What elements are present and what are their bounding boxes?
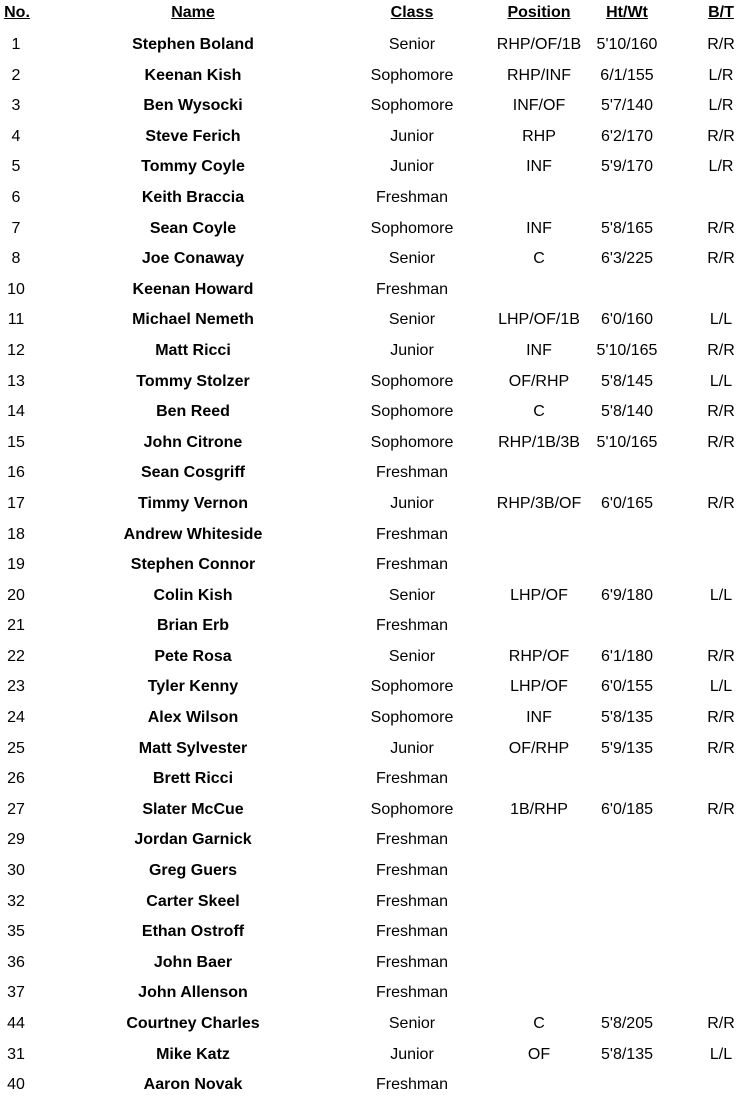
- player-number: 11: [7, 311, 25, 329]
- table-row: [0, 520, 744, 551]
- player-name: Keenan Howard: [132, 280, 254, 298]
- player-name: Michael Nemeth: [132, 311, 254, 329]
- table-row: [0, 305, 744, 336]
- player-htwt: 6'2/170: [601, 127, 653, 145]
- player-position: INF/OF: [512, 97, 566, 115]
- player-number: 12: [7, 341, 25, 359]
- player-class: Freshman: [375, 892, 449, 910]
- player-number: 10: [7, 280, 25, 298]
- player-name: Ben Reed: [156, 403, 230, 421]
- player-htwt: 5'8/165: [601, 219, 653, 237]
- player-number: 30: [7, 862, 25, 880]
- table-row: [0, 978, 744, 1009]
- table-row: [0, 152, 744, 183]
- player-number: 35: [7, 923, 25, 941]
- player-position: LHP/OF/1B: [498, 311, 580, 329]
- player-class: Senior: [388, 586, 436, 604]
- player-class: Junior: [390, 341, 434, 359]
- header-name: Name: [171, 4, 215, 21]
- player-class: Junior: [390, 127, 434, 145]
- player-name: Pete Rosa: [154, 647, 232, 665]
- player-name: Colin Kish: [153, 586, 233, 604]
- table-row: [0, 183, 744, 214]
- player-class: Sophomore: [370, 709, 454, 727]
- player-class: Sophomore: [370, 678, 454, 696]
- player-bt: L/L: [709, 1045, 733, 1063]
- player-position: RHP/INF: [507, 66, 571, 84]
- player-class: Sophomore: [370, 66, 454, 84]
- player-htwt: 5'10/165: [596, 433, 658, 451]
- player-htwt: 5'8/140: [601, 403, 653, 421]
- player-class: Sophomore: [370, 433, 454, 451]
- player-bt: R/R: [707, 433, 735, 451]
- table-row: [0, 275, 744, 306]
- header-htwt: Ht/Wt: [606, 4, 648, 21]
- player-name: Stephen Connor: [130, 556, 256, 574]
- player-bt: R/R: [707, 800, 735, 818]
- player-name: John Allenson: [138, 984, 248, 1002]
- header-bt: B/T: [708, 4, 734, 21]
- player-name: Mike Katz: [156, 1045, 230, 1063]
- player-name: Carter Skeel: [146, 892, 240, 910]
- player-name: Tommy Coyle: [141, 158, 245, 176]
- player-class: Sophomore: [370, 800, 454, 818]
- player-htwt: 6'3/225: [601, 250, 653, 268]
- player-name: Joe Conaway: [141, 250, 245, 268]
- table-row: [0, 887, 744, 918]
- player-htwt: 6'0/165: [601, 494, 653, 512]
- table-row: [0, 61, 744, 92]
- player-class: Sophomore: [370, 97, 454, 115]
- player-number: 21: [7, 617, 25, 635]
- player-name: Timmy Vernon: [138, 494, 248, 512]
- header-row: [0, 0, 744, 30]
- player-bt: L/R: [708, 97, 734, 115]
- player-number: 32: [7, 892, 25, 910]
- table-row: [0, 550, 744, 581]
- player-number: 44: [7, 1015, 25, 1032]
- player-bt: R/R: [707, 250, 735, 268]
- table-row: [0, 122, 744, 153]
- table-row: [0, 1070, 744, 1101]
- player-htwt: 6'0/155: [601, 678, 653, 696]
- table-row: [0, 734, 744, 765]
- player-bt: R/R: [707, 127, 735, 145]
- table-row: [0, 367, 744, 398]
- player-class: Freshman: [375, 280, 449, 298]
- player-bt: L/L: [709, 678, 733, 696]
- table-row: [0, 611, 744, 642]
- player-position: INF: [526, 158, 552, 176]
- player-number: 2: [11, 66, 21, 84]
- player-number: 26: [7, 770, 25, 788]
- player-name: John Baer: [153, 953, 233, 971]
- player-name: Brian Erb: [156, 617, 229, 635]
- player-bt: R/R: [707, 647, 735, 665]
- player-name: Andrew Whiteside: [123, 525, 263, 543]
- player-name: Tommy Stolzer: [136, 372, 250, 390]
- player-name: Keith Braccia: [141, 188, 245, 206]
- player-name: Brett Ricci: [152, 770, 234, 788]
- player-number: 29: [7, 831, 25, 849]
- player-bt: L/R: [708, 66, 734, 84]
- player-name: Courtney Charles: [126, 1015, 260, 1032]
- player-htwt: 5'8/205: [601, 1015, 653, 1032]
- player-name: Sean Cosgriff: [140, 464, 245, 482]
- player-class: Senior: [388, 311, 436, 329]
- player-number: 20: [7, 586, 25, 604]
- table-row: [0, 489, 744, 520]
- player-position: RHP/OF: [508, 647, 570, 665]
- player-number: 7: [11, 219, 21, 237]
- player-number: 36: [7, 953, 25, 971]
- player-name: Ben Wysocki: [143, 97, 243, 115]
- player-position: RHP/OF/1B: [496, 36, 582, 53]
- player-number: 5: [11, 158, 21, 176]
- table-row: [0, 581, 744, 612]
- player-class: Freshman: [375, 525, 449, 543]
- player-name: Slater McCue: [142, 800, 244, 818]
- player-name: John Citrone: [143, 433, 243, 451]
- player-number: 25: [7, 739, 25, 757]
- player-name: Aaron Novak: [143, 1076, 243, 1094]
- player-bt: R/R: [707, 403, 735, 421]
- player-htwt: 6/1/155: [600, 66, 654, 84]
- player-bt: L/L: [709, 311, 733, 329]
- player-position: 1B/RHP: [510, 800, 568, 818]
- player-class: Junior: [390, 739, 434, 757]
- player-position: OF: [527, 1045, 551, 1063]
- player-class: Freshman: [375, 1076, 449, 1094]
- player-class: Freshman: [375, 770, 449, 788]
- table-row: [0, 948, 744, 979]
- table-row: [0, 458, 744, 489]
- player-class: Junior: [390, 1045, 434, 1063]
- player-number: 40: [7, 1076, 25, 1094]
- table-row: [0, 856, 744, 887]
- player-bt: R/R: [707, 494, 735, 512]
- player-htwt: 5'10/160: [596, 36, 658, 53]
- player-position: RHP: [522, 127, 556, 145]
- player-htwt: 6'1/180: [601, 647, 653, 665]
- player-position: RHP/3B/OF: [496, 494, 582, 512]
- player-number: 18: [7, 525, 25, 543]
- player-position: INF: [526, 341, 552, 359]
- player-position: INF: [526, 219, 552, 237]
- player-class: Senior: [388, 647, 436, 665]
- player-name: Matt Ricci: [155, 341, 231, 359]
- player-position: C: [533, 1015, 545, 1032]
- player-position: OF/RHP: [508, 739, 570, 757]
- player-position: RHP/1B/3B: [498, 433, 580, 451]
- player-number: 27: [7, 800, 25, 818]
- player-class: Senior: [388, 36, 436, 53]
- player-name: Stephen Boland: [132, 36, 254, 53]
- player-number: 37: [7, 984, 25, 1002]
- player-number: 31: [7, 1045, 25, 1063]
- player-class: Junior: [390, 158, 434, 176]
- player-position: INF: [526, 709, 552, 727]
- player-class: Freshman: [375, 953, 449, 971]
- player-number: 13: [7, 372, 25, 390]
- player-bt: R/R: [707, 739, 735, 757]
- player-number: 6: [11, 188, 21, 206]
- player-htwt: 5'8/135: [601, 709, 653, 727]
- table-row: [0, 917, 744, 948]
- table-row: [0, 336, 744, 367]
- player-number: 4: [11, 127, 21, 145]
- player-htwt: 6'9/180: [601, 586, 653, 604]
- player-name: Steve Ferich: [145, 127, 241, 145]
- player-htwt: 5'8/135: [601, 1045, 653, 1063]
- player-number: 16: [7, 464, 25, 482]
- table-row: [0, 672, 744, 703]
- table-row: [0, 825, 744, 856]
- player-htwt: 5'10/165: [596, 341, 658, 359]
- player-bt: R/R: [707, 709, 735, 727]
- player-bt: R/R: [707, 36, 735, 53]
- player-htwt: 6'0/185: [601, 800, 653, 818]
- player-position: LHP/OF: [510, 678, 568, 696]
- player-number: 14: [7, 403, 25, 421]
- player-htwt: 6'0/160: [601, 311, 653, 329]
- player-class: Freshman: [375, 188, 449, 206]
- player-class: Senior: [388, 1015, 436, 1032]
- player-htwt: 5'7/140: [601, 97, 653, 115]
- player-bt: L/R: [708, 158, 734, 176]
- player-class: Sophomore: [370, 372, 454, 390]
- table-row: [0, 30, 744, 61]
- player-class: Junior: [390, 494, 434, 512]
- player-bt: R/R: [707, 219, 735, 237]
- player-class: Freshman: [375, 556, 449, 574]
- table-row: [0, 703, 744, 734]
- player-number: 19: [7, 556, 25, 574]
- table-row: [0, 1040, 744, 1071]
- player-number: 23: [7, 678, 25, 696]
- player-name: Tyler Kenny: [147, 678, 239, 696]
- player-htwt: 5'9/170: [601, 158, 653, 176]
- player-class: Freshman: [375, 862, 449, 880]
- player-bt: L/L: [709, 372, 733, 390]
- player-name: Alex Wilson: [147, 709, 239, 727]
- player-class: Freshman: [375, 984, 449, 1002]
- player-number: 1: [11, 36, 21, 53]
- player-number: 22: [7, 647, 25, 665]
- player-htwt: 5'9/135: [601, 739, 653, 757]
- player-number: 15: [7, 433, 25, 451]
- player-name: Sean Coyle: [149, 219, 237, 237]
- table-row: [0, 91, 744, 122]
- player-position: LHP/OF: [510, 586, 568, 604]
- table-row: [0, 244, 744, 275]
- table-row: [0, 642, 744, 673]
- table-row: [0, 795, 744, 826]
- player-position: C: [533, 403, 545, 421]
- player-number: 3: [11, 97, 21, 115]
- player-class: Sophomore: [370, 219, 454, 237]
- player-htwt: 5'8/145: [601, 372, 653, 390]
- table-row: [0, 397, 744, 428]
- player-name: Matt Sylvester: [138, 739, 248, 757]
- player-name: Jordan Garnick: [134, 831, 252, 849]
- header-position: Position: [507, 4, 571, 21]
- player-position: C: [533, 250, 545, 268]
- player-name: Ethan Ostroff: [141, 923, 245, 941]
- player-class: Sophomore: [370, 403, 454, 421]
- player-class: Freshman: [375, 464, 449, 482]
- player-position: OF/RHP: [508, 372, 570, 390]
- player-number: 8: [11, 250, 21, 268]
- player-number: 24: [7, 709, 25, 727]
- player-bt: L/L: [709, 586, 733, 604]
- player-name: Keenan Kish: [144, 66, 242, 84]
- table-row: [0, 764, 744, 795]
- header-class: Class: [390, 4, 434, 21]
- player-bt: R/R: [707, 1015, 735, 1032]
- roster-body: [0, 30, 744, 1101]
- table-row: [0, 214, 744, 245]
- player-name: Greg Guers: [148, 862, 238, 880]
- player-number: 17: [7, 494, 25, 512]
- player-class: Freshman: [375, 923, 449, 941]
- player-class: Freshman: [375, 831, 449, 849]
- table-row: [0, 1009, 744, 1040]
- player-bt: R/R: [707, 341, 735, 359]
- player-class: Freshman: [375, 617, 449, 635]
- header-no: No.: [4, 4, 30, 21]
- player-class: Senior: [388, 250, 436, 268]
- table-row: [0, 428, 744, 459]
